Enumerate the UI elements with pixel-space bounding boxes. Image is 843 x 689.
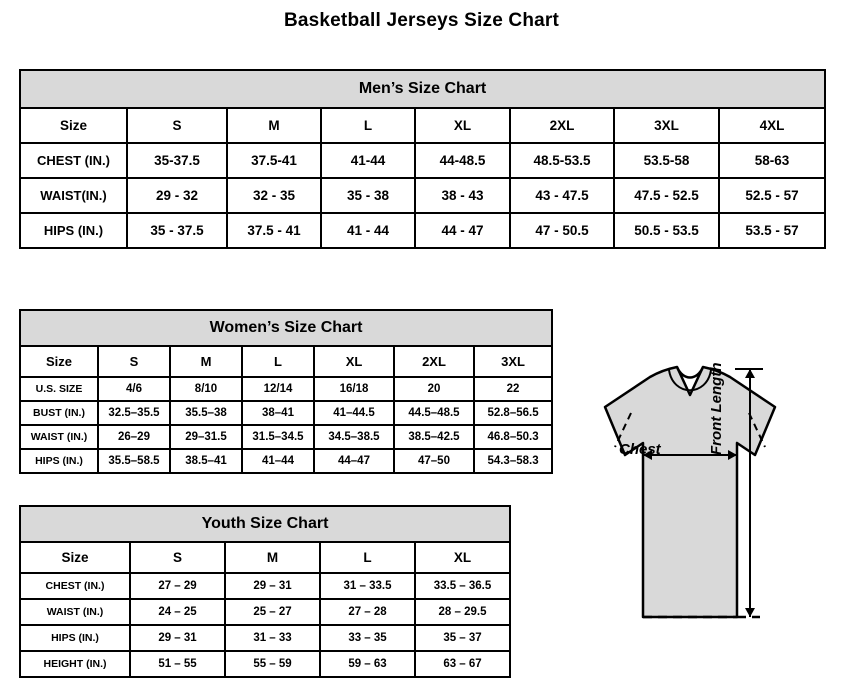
shirt-measurement-diagram — [545, 355, 835, 675]
womens-bust-s: 32.5–35.5 — [98, 401, 170, 425]
youth-waist-l: 27 – 28 — [320, 599, 415, 625]
front-length-arrow-bottom — [745, 608, 755, 617]
womens-ussize-m: 8/10 — [170, 377, 242, 401]
mens-chest-3xl: 53.5-58 — [614, 143, 719, 178]
mens-waist-s: 29 - 32 — [127, 178, 227, 213]
mens-chest-s: 35-37.5 — [127, 143, 227, 178]
mens-hips-l: 41 - 44 — [321, 213, 415, 248]
table-row — [20, 425, 552, 449]
womens-chart-heading: Women’s Size Chart — [20, 310, 552, 346]
womens-ussize-s: 4/6 — [98, 377, 170, 401]
mens-waist-2xl: 43 - 47.5 — [510, 178, 614, 213]
mens-hips-s: 35 - 37.5 — [127, 213, 227, 248]
womens-row-label-waist: WAIST (IN.) — [20, 425, 98, 449]
mens-row-label-hips: HIPS (IN.) — [20, 213, 127, 248]
youth-waist-xl: 28 – 29.5 — [415, 599, 510, 625]
youth-row-label-height: HEIGHT (IN.) — [20, 651, 130, 677]
mens-hips-xl: 44 - 47 — [415, 213, 510, 248]
womens-size-chart-table — [19, 309, 553, 474]
youth-height-m: 55 – 59 — [225, 651, 320, 677]
youth-chest-m: 29 – 31 — [225, 573, 320, 599]
table-row — [20, 449, 552, 473]
mens-hips-3xl: 50.5 - 53.5 — [614, 213, 719, 248]
mens-col-2xl: 2XL — [510, 108, 614, 143]
mens-col-m: M — [227, 108, 321, 143]
womens-waist-l: 31.5–34.5 — [242, 425, 314, 449]
mens-waist-l: 35 - 38 — [321, 178, 415, 213]
youth-row-label-hips: HIPS (IN.) — [20, 625, 130, 651]
table-row — [20, 401, 552, 425]
womens-bust-m: 35.5–38 — [170, 401, 242, 425]
womens-col-xl: XL — [314, 346, 394, 377]
mens-chest-2xl: 48.5-53.5 — [510, 143, 614, 178]
mens-chest-l: 41-44 — [321, 143, 415, 178]
mens-col-s: S — [127, 108, 227, 143]
youth-chart-heading-row — [20, 506, 510, 542]
womens-col-s: S — [98, 346, 170, 377]
womens-waist-3xl: 46.8–50.3 — [474, 425, 552, 449]
womens-hips-xl: 44–47 — [314, 449, 394, 473]
mens-size-chart-table — [19, 69, 826, 249]
youth-row-label-waist: WAIST (IN.) — [20, 599, 130, 625]
youth-col-s: S — [130, 542, 225, 573]
chest-measure-label: Chest — [619, 441, 661, 458]
youth-chest-l: 31 – 33.5 — [320, 573, 415, 599]
table-row — [20, 625, 510, 651]
womens-column-header-row — [20, 346, 552, 377]
youth-col-l: L — [320, 542, 415, 573]
mens-hips-m: 37.5 - 41 — [227, 213, 321, 248]
mens-col-l: L — [321, 108, 415, 143]
youth-height-xl: 63 – 67 — [415, 651, 510, 677]
mens-col-size: Size — [20, 108, 127, 143]
youth-height-s: 51 – 55 — [130, 651, 225, 677]
mens-col-4xl: 4XL — [719, 108, 825, 143]
womens-col-l: L — [242, 346, 314, 377]
table-row — [20, 599, 510, 625]
womens-hips-m: 38.5–41 — [170, 449, 242, 473]
front-length-measure-label: Front Length — [708, 362, 725, 455]
table-row — [20, 651, 510, 677]
youth-waist-m: 25 – 27 — [225, 599, 320, 625]
page-title: Basketball Jerseys Size Chart — [283, 10, 560, 31]
womens-ussize-2xl: 20 — [394, 377, 474, 401]
youth-hips-xl: 35 – 37 — [415, 625, 510, 651]
table-row — [20, 143, 825, 178]
mens-hips-4xl: 53.5 - 57 — [719, 213, 825, 248]
mens-chest-4xl: 58-63 — [719, 143, 825, 178]
womens-bust-xl: 41–44.5 — [314, 401, 394, 425]
mens-col-3xl: 3XL — [614, 108, 719, 143]
mens-chart-heading-row — [20, 70, 825, 108]
womens-hips-l: 41–44 — [242, 449, 314, 473]
youth-chest-s: 27 – 29 — [130, 573, 225, 599]
table-row — [20, 573, 510, 599]
youth-height-l: 59 – 63 — [320, 651, 415, 677]
womens-waist-m: 29–31.5 — [170, 425, 242, 449]
table-row — [20, 213, 825, 248]
youth-row-label-chest: CHEST (IN.) — [20, 573, 130, 599]
youth-waist-s: 24 – 25 — [130, 599, 225, 625]
youth-size-chart-table — [19, 505, 511, 678]
mens-waist-3xl: 47.5 - 52.5 — [614, 178, 719, 213]
mens-hips-2xl: 47 - 50.5 — [510, 213, 614, 248]
mens-chest-xl: 44-48.5 — [415, 143, 510, 178]
table-row — [20, 377, 552, 401]
womens-ussize-l: 12/14 — [242, 377, 314, 401]
mens-row-label-waist: WAIST(IN.) — [20, 178, 127, 213]
mens-waist-m: 32 - 35 — [227, 178, 321, 213]
womens-ussize-3xl: 22 — [474, 377, 552, 401]
mens-waist-xl: 38 - 43 — [415, 178, 510, 213]
womens-ussize-xl: 16/18 — [314, 377, 394, 401]
womens-waist-xl: 34.5–38.5 — [314, 425, 394, 449]
womens-col-2xl: 2XL — [394, 346, 474, 377]
mens-chart-heading: Men’s Size Chart — [20, 70, 825, 108]
womens-waist-2xl: 38.5–42.5 — [394, 425, 474, 449]
womens-bust-l: 38–41 — [242, 401, 314, 425]
womens-col-3xl: 3XL — [474, 346, 552, 377]
mens-row-label-chest: CHEST (IN.) — [20, 143, 127, 178]
womens-hips-s: 35.5–58.5 — [98, 449, 170, 473]
womens-row-label-us-size: U.S. SIZE — [20, 377, 98, 401]
womens-hips-2xl: 47–50 — [394, 449, 474, 473]
front-length-arrow-top — [745, 369, 755, 378]
mens-col-xl: XL — [415, 108, 510, 143]
womens-row-label-hips: HIPS (IN.) — [20, 449, 98, 473]
table-row — [20, 178, 825, 213]
womens-chart-heading-row — [20, 310, 552, 346]
womens-waist-s: 26–29 — [98, 425, 170, 449]
womens-col-m: M — [170, 346, 242, 377]
womens-row-label-bust: BUST (IN.) — [20, 401, 98, 425]
womens-bust-3xl: 52.8–56.5 — [474, 401, 552, 425]
youth-hips-m: 31 – 33 — [225, 625, 320, 651]
mens-column-header-row — [20, 108, 825, 143]
jersey-shirt-icon — [545, 355, 835, 675]
youth-hips-l: 33 – 35 — [320, 625, 415, 651]
womens-bust-2xl: 44.5–48.5 — [394, 401, 474, 425]
youth-chest-xl: 33.5 – 36.5 — [415, 573, 510, 599]
womens-col-size: Size — [20, 346, 98, 377]
youth-col-xl: XL — [415, 542, 510, 573]
youth-chart-heading: Youth Size Chart — [20, 506, 510, 542]
mens-waist-4xl: 52.5 - 57 — [719, 178, 825, 213]
mens-chest-m: 37.5-41 — [227, 143, 321, 178]
womens-hips-3xl: 54.3–58.3 — [474, 449, 552, 473]
youth-col-size: Size — [20, 542, 130, 573]
youth-hips-s: 29 – 31 — [130, 625, 225, 651]
youth-col-m: M — [225, 542, 320, 573]
youth-column-header-row — [20, 542, 510, 573]
